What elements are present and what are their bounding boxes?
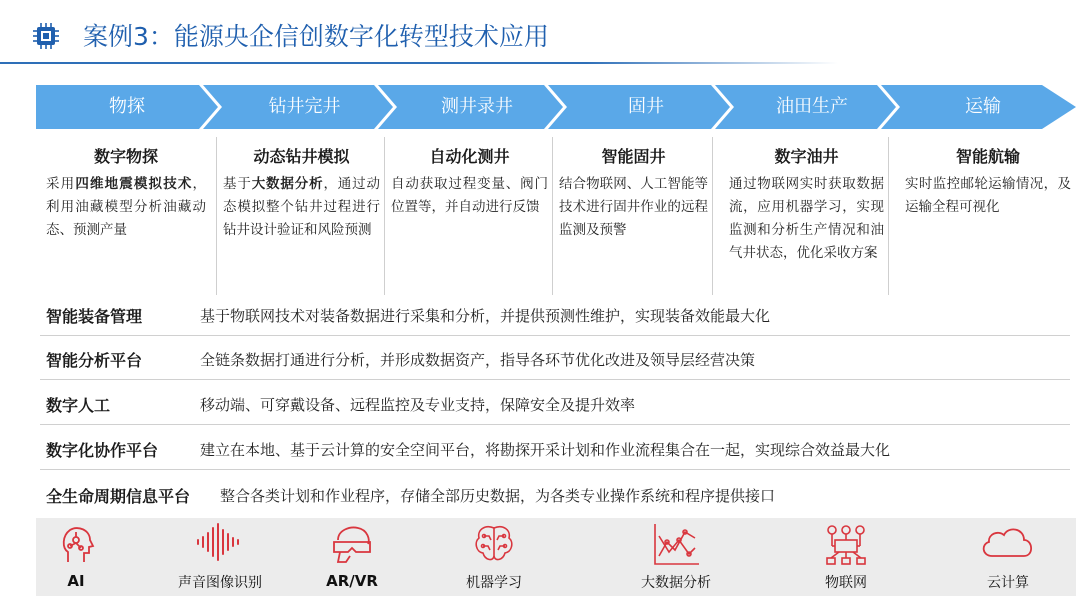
tech-big-data <box>616 518 736 596</box>
tech-cloud <box>948 518 1068 596</box>
column-3 <box>384 137 552 295</box>
column-desc: 采用四维地震模拟技术，利用油藏模型分析油藏动态、预测产量 <box>46 176 207 238</box>
tech-label: 大数据分析 <box>641 575 711 591</box>
column-4 <box>552 137 712 295</box>
tech-label: 机器学习 <box>466 575 522 591</box>
platform-label: 智能装备管理 <box>46 307 143 326</box>
page-title: 案例3：能源央企信创数字化转型技术应用 <box>83 22 549 51</box>
technology-bar <box>36 518 1076 596</box>
cloud-icon <box>978 522 1038 562</box>
column-desc: 通过物联网实时获取数据流，应用机器学习，实现监测和分析生产情况和油气井状态，优化采收方案 <box>729 176 884 261</box>
platform-label: 数字化协作平台 <box>46 441 159 460</box>
column-title: 数字物探 <box>93 147 158 166</box>
column-1 <box>40 137 210 295</box>
divider <box>40 424 1070 425</box>
tech-label: 物联网 <box>825 575 867 591</box>
process-descriptions <box>40 137 1075 295</box>
process-step-6: 运输 <box>965 96 1001 117</box>
platform-row <box>40 296 1070 336</box>
process-step-1: 物探 <box>109 96 145 117</box>
brain-circuit-icon <box>471 522 517 566</box>
divider <box>40 469 1070 470</box>
process-step-4: 固井 <box>628 96 664 117</box>
tech-label: 声音图像识别 <box>178 575 262 591</box>
column-desc: 自动获取过程变量、阀门位置等，并自动进行反馈 <box>391 176 548 215</box>
sound-wave-icon <box>195 522 245 562</box>
platform-label: 智能分析平台 <box>46 351 143 370</box>
platform-row <box>40 430 1070 470</box>
column-title: 动态钻井模拟 <box>253 147 350 166</box>
platform-desc: 基于物联网技术对装备数据进行采集和分析，并提供预测性维护，实现装备效能最大化 <box>200 307 771 325</box>
process-flow <box>36 85 1076 129</box>
column-title: 自动化测井 <box>429 147 510 166</box>
platform-row <box>40 340 1070 380</box>
platform-desc: 整合各类计划和作业程序，存储全部历史数据，为各类专业操作系统和程序提供接口 <box>220 487 776 505</box>
column-2 <box>216 137 384 295</box>
data-chart-icon <box>651 522 701 568</box>
tech-label: AI <box>67 572 85 590</box>
chip-icon <box>32 22 60 50</box>
platform-row <box>40 385 1070 425</box>
platform-desc: 建立在本地、基于云计算的安全空间平台，将勘探开采计划和作业流程集合在一起，实现综合效益最大化 <box>200 441 891 459</box>
column-desc: 基于大数据分析，通过动态模拟整个钻井过程进行钻井设计验证和风险预测 <box>223 176 381 238</box>
column-6 <box>888 137 1075 295</box>
platform-label: 数字人工 <box>46 396 111 415</box>
column-title: 智能固井 <box>601 147 666 166</box>
tech-ai <box>16 518 136 596</box>
tech-label: AR/VR <box>326 572 378 590</box>
iot-network-icon <box>823 522 869 568</box>
column-desc: 结合物联网、人工智能等技术进行固井作业的远程监测及预警 <box>559 176 708 238</box>
vr-headset-icon <box>328 522 376 566</box>
tech-label: 云计算 <box>987 575 1029 591</box>
column-desc: 实时监控邮轮运输情况，及运输全程可视化 <box>905 176 1071 215</box>
tech-sound-image <box>160 518 280 596</box>
tech-iot <box>786 518 906 596</box>
ai-head-icon <box>54 522 98 566</box>
platform-desc: 全链条数据打通进行分析，并形成数据资产，指导各环节优化改进及领导层经营决策 <box>200 351 756 369</box>
process-step-5: 油田生产 <box>776 96 848 117</box>
title-bar <box>0 0 1080 66</box>
column-title: 数字油井 <box>774 147 839 166</box>
title-underline <box>0 62 838 64</box>
column-title: 智能航输 <box>955 147 1020 166</box>
divider <box>40 335 1070 336</box>
process-step-3: 测井录井 <box>441 96 513 117</box>
divider <box>40 379 1070 380</box>
column-5 <box>712 137 888 295</box>
platform-row <box>40 476 1070 516</box>
tech-ar-vr <box>292 518 412 596</box>
tech-machine-learning <box>434 518 554 596</box>
platform-desc: 移动端、可穿戴设备、远程监控及专业支持，保障安全及提升效率 <box>200 396 636 414</box>
platform-label: 全生命周期信息平台 <box>46 487 191 506</box>
process-step-2: 钻井完井 <box>268 96 341 117</box>
